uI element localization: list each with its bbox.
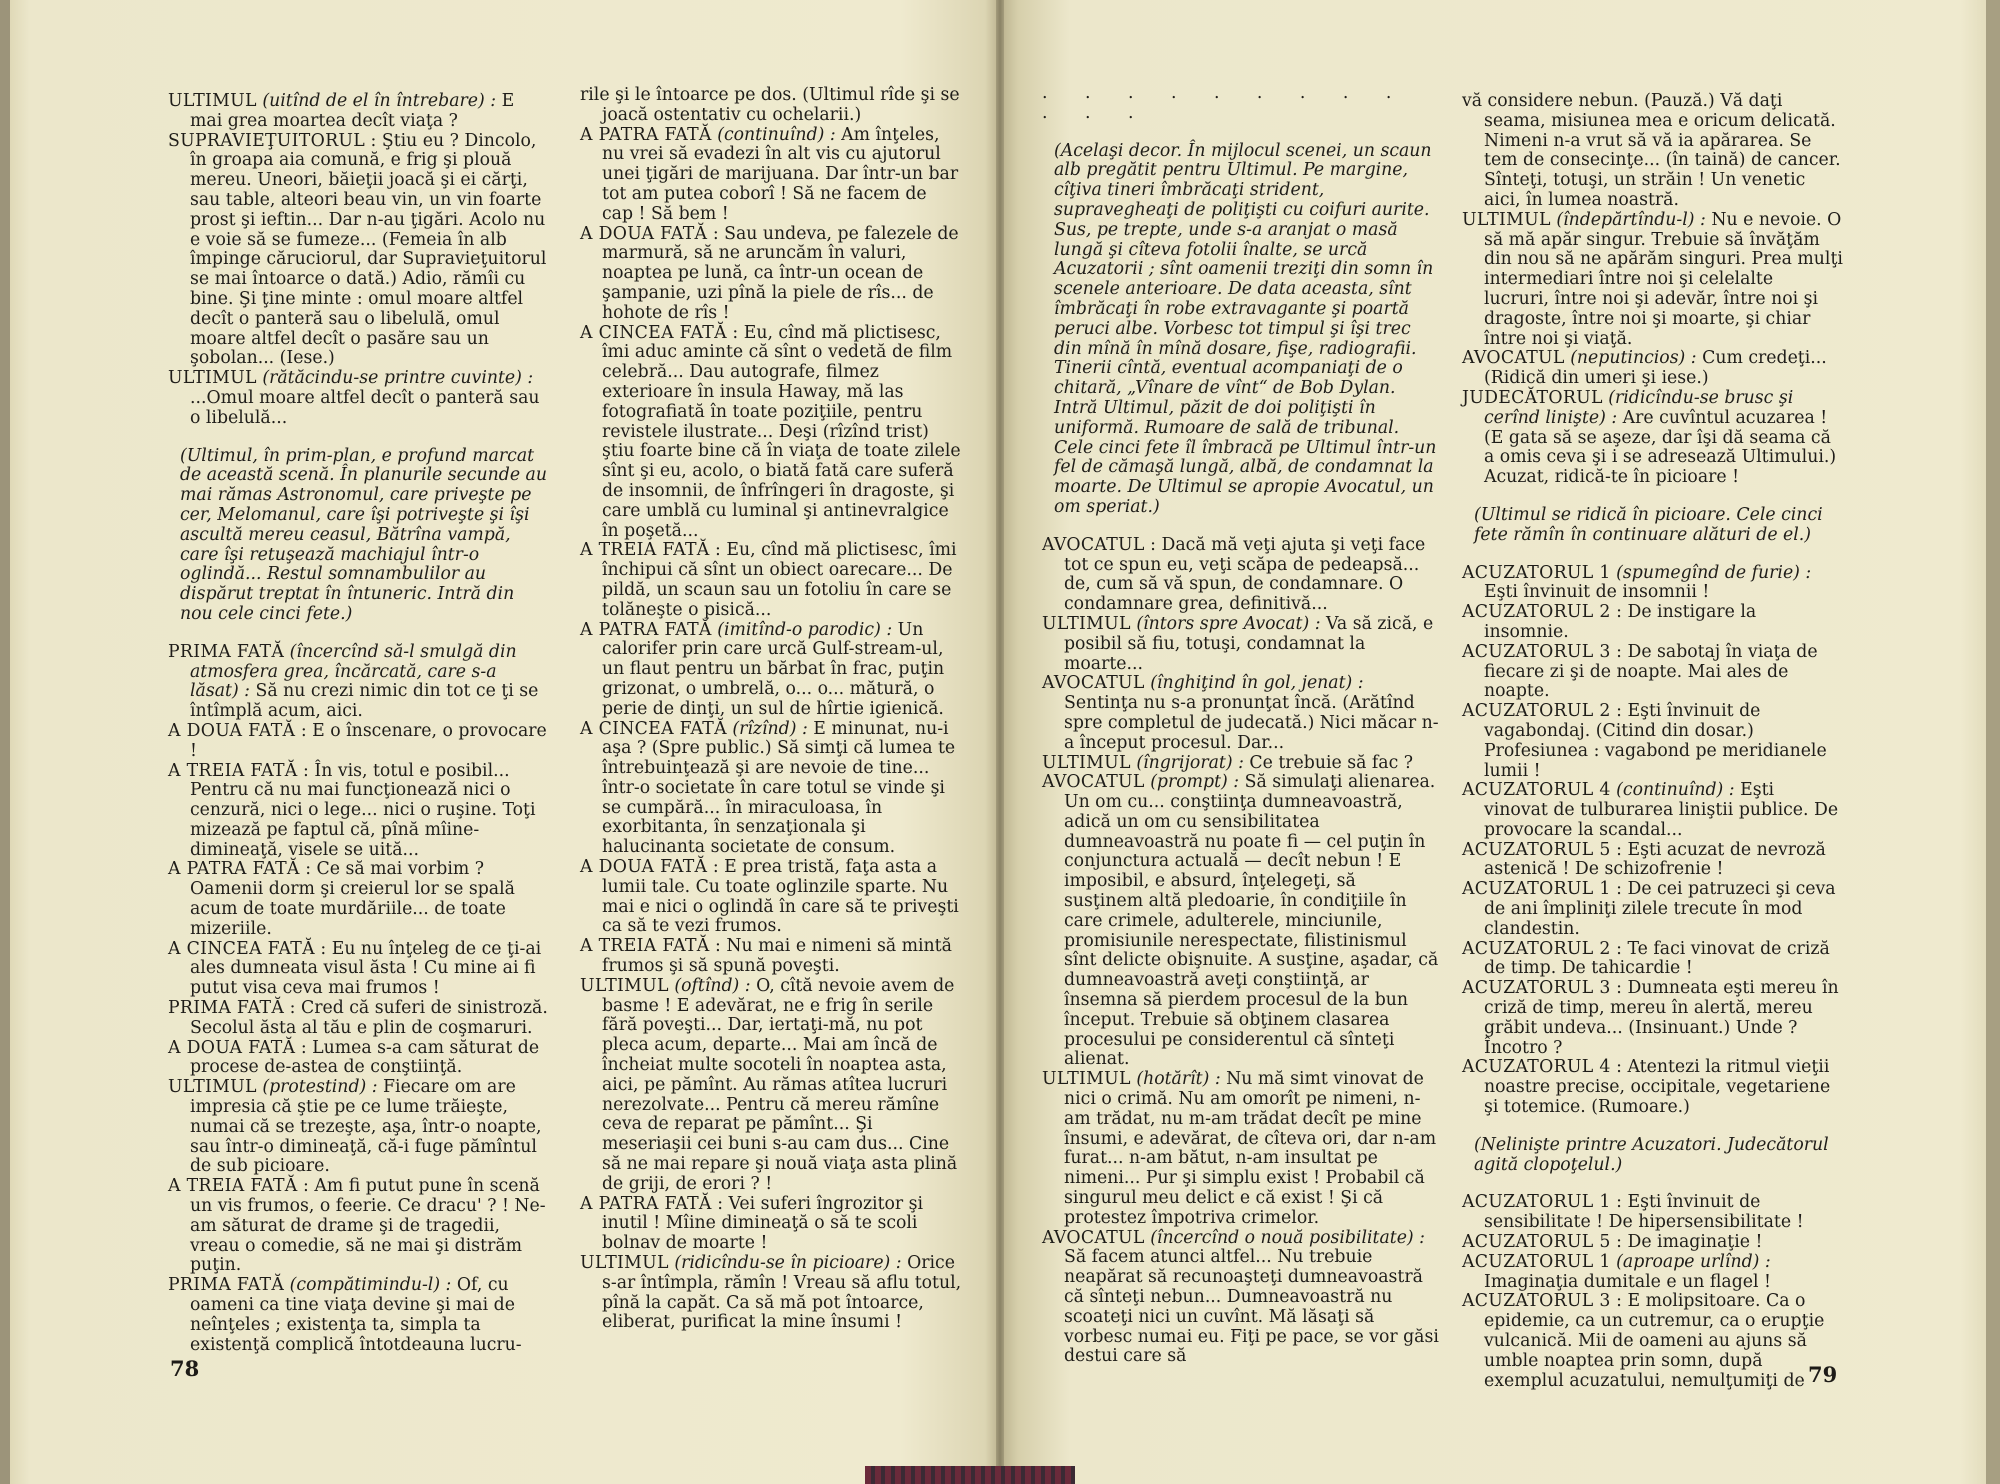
speaker-name: ACUZATORUL 2 [1462, 701, 1611, 722]
dialogue-paragraph [168, 132, 548, 370]
dialogue-text: : Am fi putut pune în scenă un vis frumos, o feerie. Ce dracu' ? ! Ne-am săturat de drame şi de tragedii, vreau o comedie, să ne mai şi distrăm puţin. [190, 1176, 546, 1276]
speaker-name: A PATRA FATĂ [580, 1193, 712, 1214]
dialogue-paragraph [580, 86, 963, 126]
book-spine [996, 0, 1004, 1484]
dialogue-paragraph [168, 1039, 548, 1079]
dialogue-text: Orice s-ar întîmpla, rămîn ! Vreau să aflu totul, pînă la capăt. Ca să mă pot întoarce, eliberat, purificat la mine însumi ! [602, 1253, 962, 1333]
left-column-2 [580, 86, 963, 1333]
speaker-name: A CINCEA FATĂ [580, 718, 727, 739]
dialogue-paragraph [1042, 754, 1440, 774]
dialogue-text: Sentinţa nu s-a pronunţat încă. (Arătînd spre completul de judecată.) Nici măcar n-a început procesul. Dar... [1064, 693, 1439, 753]
inline-direction: (hotărît) : [1136, 1069, 1221, 1090]
dialogue-paragraph [1462, 1058, 1843, 1117]
inline-direction: (ridicîndu-se în picioare) : [674, 1253, 902, 1274]
stage-direction: (Nelinişte printre Acuzatori. Judecătorul agită clopoţelul.) [1474, 1134, 1829, 1175]
dialogue-text: : Dumneata eşti mereu în criză de timp, mereu în alertă, mereu grăbit undeva... (Insinuant.) Unde ? Încotro ? [1484, 978, 1839, 1058]
dialogue-text: : Eşti acuzat de nevroză astenică ! De schizofrenie ! [1484, 839, 1826, 880]
dialogue-text: Am înţeles, nu vrei să evadezi în alt vis cu ajutorul unei ţigări de marijuana. Dar într-un bar tot am putea coborî ! Să ne facem de cap ! Să bem ! [602, 124, 959, 224]
dialogue-paragraph [1462, 603, 1843, 643]
ellipsis-separator: . . . . . . . . . . . . [1042, 83, 1408, 123]
dialogue-text: : Te faci vinovat de criză de timp. De tahicardie ! [1484, 938, 1830, 979]
dialogue-paragraph [1462, 211, 1843, 350]
speaker-name: A DOUA FATĂ [580, 857, 708, 878]
inline-direction: (spumegînd de furie) : [1616, 562, 1812, 583]
speaker-name: A PATRA FATĂ [580, 619, 712, 640]
dialogue-text: : Lumea s-a cam săturat de procese de-astea de conştiinţă. [190, 1037, 540, 1078]
dialogue-paragraph [580, 858, 963, 937]
dialogue-text: Eşti vinovat de tulburarea liniştii publice. De provocare la scandal... [1484, 780, 1839, 840]
dialogue-paragraph [168, 1078, 548, 1177]
dialogue-text: : Eu nu înţeleg de ce ţi-ai ales dumneata visul ăsta ! Cu mine ai fi putut visa ceva mai frumos ! [190, 938, 542, 999]
dialogue-paragraph [1462, 1292, 1843, 1391]
page-number-right: 79 [1808, 1362, 1838, 1387]
dialogue-paragraph [1462, 564, 1843, 604]
dialogue-paragraph [168, 92, 548, 132]
speaker-name: ACUZATORUL 5 [1462, 839, 1611, 860]
speaker-name: ULTIMUL [1462, 209, 1551, 230]
speaker-name: ACUZATORUL 1 [1462, 1251, 1611, 1272]
page-number-left: 78 [170, 1356, 200, 1381]
dialogue-text: : E molipsitoare. Ca o epidemie, ca un cutremur, ca o erupţie vulcanică. Mii de oameni au ajuns să umble noaptea prin somn, după exemplul acuzatului, nemulţumiţi de [1484, 1291, 1825, 1391]
dialogue-text: Eşti învinuit de insomnii ! [1484, 582, 1710, 603]
dialogue-text: : Ştiu eu ? Dincolo, în groapa aia comună, e frig şi plouă mereu. Uneori, băieţii joacă şi ei cărţi, sau table, alteori beau vin, un vin foarte prost şi ieftin... Dar n-au ţigări. Acolo nu e voie să se fumeze... (Femeia în alb împinge căruciorul, dar Supravieţuitorul se mai întoarce o dată.) Adio, rămîi cu bine. Şi ţine minte : omul moare altfel decît o panteră sau o libelulă, omul moare altfel decît o pasăre sau un şobolan... (Iese.) [190, 130, 547, 369]
dialogue-paragraph [580, 1195, 963, 1254]
speaker-name: ULTIMUL [1042, 752, 1131, 773]
dialogue-paragraph [168, 762, 548, 861]
speaker-name: A TREIA FATĂ [168, 760, 298, 781]
dialogue-text: vă considere nebun. (Pauză.) Vă daţi seama, misiunea mea e oricum delicată. Nimeni n-a vrut să vă ia apărarea. Se tem de consecinţe... (în taină) de cancer. Sînteţi, totuşi, un străin ! Un venetic aici, în lumea noastră. [1462, 91, 1841, 210]
right-page [1000, 0, 2000, 1484]
dialogue-paragraph [1462, 92, 1843, 211]
dialogue-text: : De instigare la insomnie. [1484, 602, 1757, 642]
inline-direction: (prompt) : [1150, 772, 1240, 793]
dialogue-paragraph [168, 1177, 548, 1276]
stage-direction: (Ultimul, în prim-plan, e profund marcat de această scenă. În planurile secunde au mai rămas Astronomul, care priveşte pe cer, Melomanul, care îşi potriveşte şi îşi ascultă mereu ceasul, Bătrîna vampă, care îşi retuşează machiajul într-o oglindă... Restul somnambulilor au dispărut treptat în întuneric. Intră din nou cele cinci fete.) [180, 445, 547, 624]
dialogue-paragraph [1462, 880, 1843, 939]
inline-direction: (continuînd) : [1616, 780, 1735, 801]
dialogue-paragraph [1042, 615, 1440, 674]
dialogue-paragraph [580, 225, 963, 324]
dialogue-text: Va să zică, e posibil să fiu, totuşi, condamnat la moarte... [1064, 613, 1434, 674]
speaker-name: ULTIMUL [168, 91, 257, 111]
stage-direction: (Ultimul se ridică în picioare. Cele cinci fete rămîn în continuare alături de el.) [1474, 504, 1823, 545]
speaker-name: ULTIMUL [1042, 613, 1131, 634]
dialogue-text: Să simulaţi alienarea. Un om cu... conştiinţa dumneavoastră, adică un om cu sensibilitatea dumneavoastră nu poate fi — cel puţin în conjunctura actuală — decît nebun ! E imposibil, e absurd, înţelegeţi, să susţinem altă pledoarie, în condiţiile în care crimele, adulterele, minciunile, promisiunile nerespectate, filistinismul sînt delicte obişnuite. A susţine, aşadar, că dumneavoastră aveţi conştiinţă, ar însemna să pierdem procesul de la bun început. Trebuie să obţinem clasarea procesului pe considerentul că sînteţi alienat. [1064, 772, 1439, 1070]
speaker-name: ULTIMUL [580, 1253, 669, 1274]
speaker-name: A DOUA FATĂ [168, 1037, 296, 1058]
speaker-name: A DOUA FATĂ [580, 223, 708, 244]
dialogue-paragraph [1042, 674, 1440, 753]
speaker-name: ACUZATORUL 4 [1462, 780, 1611, 801]
speaker-name: A CINCEA FATĂ [168, 938, 315, 959]
dialogue-text: Of, cu oameni ca tine viaţa devine şi mai de neînţeles ; existenţa ta, simpla ta existenţă complică întotdeauna lucru- [190, 1275, 522, 1355]
dialogue-text: : Dacă mă veţi ajuta şi veţi face tot ce spun eu, veţi scăpa de pedeapsă... de, cum să vă spun, de condamnare. O condamnare grea, definitivă... [1064, 534, 1426, 615]
dialogue-text: : Sau undeva, pe falezele de marmură, să ne aruncăm în valuri, noaptea pe lună, ca într-un ocean de şampanie, uzi pînă la piele de rîs... de hohote de rîs ! [602, 223, 959, 323]
speaker-name: JUDECĂTORUL [1462, 387, 1603, 408]
dialogue-paragraph [580, 324, 963, 542]
speaker-name: A DOUA FATĂ [168, 720, 296, 741]
dialogue-paragraph [1462, 781, 1843, 840]
speaker-name: ACUZATORUL 1 [1462, 879, 1611, 900]
speaker-name: ACUZATORUL 3 [1462, 641, 1611, 662]
speaker-name: AVOCATUL [1042, 772, 1145, 793]
speaker-name: ACUZATORUL 2 [1462, 602, 1611, 623]
dialogue-text: : E prea tristă, faţa asta a lumii tale. Cu toate oglinzile sparte. Nu mai e nici o oglindă în care să te priveşti ca să te vezi frumos. [602, 857, 959, 937]
dialogue-text: : Vei suferi îngrozitor şi inutil ! Mîine dimineaţă o să te scoli bolnav de moarte ! [602, 1193, 924, 1254]
speaker-name: AVOCATUL [1042, 673, 1145, 694]
dialogue-text: : Eu, cînd mă plictisesc, îmi închipui că sînt un obiect oarecare... De pildă, un scaun sau un fotoliu în care se tolăneşte o pisică... [602, 540, 957, 620]
inline-direction: (oftînd) : [674, 975, 751, 996]
headband [865, 1466, 1075, 1484]
dialogue-text: Are cuvîntul acuzarea ! (E gata să se aşeze, dar îşi dă seama că a omis ceva şi i se adresează Ultimului.) Acuzat, ridică-te în picioare ! [1484, 407, 1837, 488]
dialogue-text: : De cei patruzeci şi ceva de ani împliniţi zilele trecute în mod clandestin. [1484, 879, 1836, 939]
speaker-name: ULTIMUL [168, 368, 257, 389]
dialogue-paragraph [1462, 1253, 1843, 1293]
left-column-1 [168, 92, 548, 1355]
inline-direction: (îndepărtîndu-l) : [1556, 209, 1706, 230]
dialogue-paragraph [1462, 702, 1843, 781]
speaker-name: PRIMA FATĂ [168, 1275, 285, 1296]
dialogue-paragraph [168, 999, 548, 1039]
speaker-name: ACUZATORUL 3 [1462, 978, 1611, 999]
dialogue-paragraph [1462, 643, 1843, 702]
speaker-name: ULTIMUL [1042, 1069, 1131, 1090]
dialogue-text: : În vis, totul e posibil... Pentru că nu mai funcţionează nici o cenzură, nici o lege... nici o ruşine. Toţi mizează pe faptul că, pînă mîine-dimineaţă, visele se uită... [190, 760, 536, 860]
inline-direction: (ridicîndu-se brusc şi cerînd linişte) : [1484, 387, 1794, 428]
speaker-name: A TREIA FATĂ [580, 936, 710, 957]
dialogue-paragraph [580, 720, 963, 859]
dialogue-text: Nu e nevoie. O să mă apăr singur. Trebuie să învăţăm din nou să ne apărăm singuri. Prea mulţi intermediari între noi şi celelalte lucruri, între noi şi adevăr, între noi şi dragoste, între noi şi moarte, şi chiar între noi şi viaţă. [1484, 209, 1843, 349]
speaker-name: AVOCATUL [1042, 534, 1145, 555]
dialogue-paragraph [168, 860, 548, 939]
speaker-name: ACUZATORUL 1 [1462, 562, 1611, 583]
speaker-name: ULTIMUL [580, 975, 669, 996]
dialogue-paragraph [1042, 536, 1440, 615]
dialogue-text: O, cîtă nevoie avem de basme ! E adevărat, ne e frig în serile fără poveşti... Dar, iertaţi-mă, nu pot pleca acum, departe... Mai am încă de încheiat multe socoteli în noaptea asta, aici, pe pămînt. Au rămas atîtea lucruri nerezolvate... Pentru că mereu rămîne ceva de reparat pe pămînt... Şi meseriaşii cei buni s-au cam dus... Cine să ne mai repare şi nouă viaţa asta plină de griji, de erori ? ! [602, 975, 958, 1194]
speaker-name: ACUZATORUL 4 [1462, 1057, 1611, 1078]
inline-direction: (rătăcindu-se printre cuvinte) : [262, 368, 534, 389]
dialogue-paragraph [1462, 1193, 1843, 1233]
speaker-name: A CINCEA FATĂ [580, 322, 727, 343]
dialogue-paragraph [1462, 979, 1843, 1058]
dialogue-paragraph [1462, 1233, 1843, 1253]
dialogue-text: Nu mă simt vinovat de nici o crimă. Nu am omorît pe nimeni, n-am trădat, nu m-am trădat decît pe mine însumi, e adevărat, de cîteva ori, dar n-am furat... n-am bătut, n-am insultat pe nimeni... Pur şi simplu exist ! Probabil că singurul meu delict e că exist ! Şi că protestez împotriva crimelor. [1064, 1069, 1437, 1228]
speaker-name: A PATRA FATĂ [580, 124, 712, 145]
dialogue-text: : Eşti învinuit de vagabondaj. (Citind din dosar.) Profesiunea : vagabond pe meridianele lumii ! [1484, 701, 1827, 781]
stage-direction: (Acelaşi decor. În mijlocul scenei, un scaun alb pregătit pentru Ultimul. Pe margine, cîţiva tineri îmbrăcaţi strident, supravegheaţi de poliţişti cu coifuri aurite. Sus, pe trepte, unde s-a aranjat o masă lungă şi cîteva fotolii înalte, se urcă Acuzatorii ; sînt oamenii treziţi din somn în scenele anterioare. De data aceasta, sînt îmbrăcaţi în robe extravagante şi poartă peruci albe. Vorbesc tot timpul şi îşi trec din mînă în mînă dosare, fişe, radiografii. Tinerii cîntă, eventual acompaniaţi de o chitară, „Vînare de vînt“ de Bob Dylan. Intră Ultimul, păzit de doi poliţişti în uniformă. Rumoare de sală de tribunal. Cele cinci fete îl îmbracă pe Ultimul într-un fel de cămaşă lungă, albă, de condamnat la moarte. De Ultimul se apropie Avocatul, un om speriat.) [1054, 140, 1437, 517]
speaker-name: PRIMA FATĂ [168, 998, 285, 1019]
dialogue-text: rile şi le întoarce pe dos. (Ultimul rîde şi se joacă ostentativ cu ochelarii.) [580, 85, 960, 125]
dialogue-text: : Nu mai e nimeni să mintă frumos şi să spună poveşti. [602, 936, 952, 977]
inline-direction: (rîzînd) : [732, 718, 808, 739]
dialogue-paragraph [580, 126, 963, 225]
inline-direction: (continuînd) : [717, 124, 836, 145]
dialogue-paragraph [580, 1254, 963, 1333]
inline-direction: (imitînd-o parodic) : [717, 619, 893, 640]
dialogue-paragraph [580, 977, 963, 1195]
speaker-name: PRIMA FATĂ [168, 641, 285, 662]
dialogue-paragraph [168, 722, 548, 762]
dialogue-paragraph [580, 541, 963, 620]
speaker-name: AVOCATUL [1042, 1227, 1145, 1248]
dialogue-text: E mai grea moartea decît viaţa ? [190, 91, 515, 131]
speaker-name: SUPRAVIEŢUITORUL [168, 130, 366, 151]
right-column-1 [1042, 84, 1440, 1367]
dialogue-text: Să facem atunci altfel... Nu trebuie neapărat să recunoaşteţi dumneavoastră că sînteţi nebun... Dumneavoastră nu scoateţi nici un cuvînt. Mă lăsaţi să vorbesc numai eu. Fiţi pe pace, se vor găsi destui care să [1064, 1247, 1439, 1367]
dialogue-paragraph [1462, 940, 1843, 980]
dialogue-text: Să nu crezi nimic din tot ce ţi se întîmplă acum, aici. [190, 681, 539, 722]
speaker-name: ACUZATORUL 5 [1462, 1232, 1611, 1253]
dialogue-text: Fiecare om are impresia că ştie pe ce lume trăieşte, numai că se trezeşte, aşa, într-o noapte, sau într-o dimineaţă, că-i fuge pămîntul de sub picioare. [190, 1077, 542, 1177]
dialogue-text: : De sabotaj în viaţa de fiecare zi şi de noapte. Mai ales de noapte. [1484, 641, 1818, 702]
dialogue-paragraph [168, 369, 548, 428]
speaker-name: ACUZATORUL 1 [1462, 1192, 1611, 1213]
dialogue-paragraph [580, 621, 963, 720]
inline-direction: (înghiţind în gol, jenat) : [1150, 673, 1364, 694]
dialogue-text: : E o înscenare, o provocare ! [190, 720, 547, 761]
speaker-name: ACUZATORUL 3 [1462, 1291, 1611, 1312]
inline-direction: (neputincios) : [1570, 348, 1697, 369]
inline-direction: (compătimindu-l) : [289, 1275, 452, 1296]
speaker-name: ACUZATORUL 2 [1462, 938, 1611, 959]
dialogue-text: : De imaginaţie ! [1610, 1232, 1763, 1253]
dialogue-text: Un calorifer prin care urcă Gulf-stream-ul, un flaut pentru un bărbat în frac, puţin grizonat, o umbrelă, o... o... mătură, o perie de dinţi, un sul de hîrtie igienică. [602, 619, 945, 719]
dialogue-text: : Eu, cînd mă plictisesc, îmi aduc aminte că sînt o vedetă de film celebră... Dau autografe, filmez exterioare în insula Haway, mă las fotografiată în toate poziţiile, pentru revistele ilustrate... Deşi (rîzînd trist) ştiu foarte bine că în viaţa de toate zilele sînt şi eu, acolo, o biată fată care suferă de insomnii, de înfrîngeri în dragoste, şi care umblă cu luminal şi antinevralgice în poşetă... [602, 322, 961, 541]
speaker-name: A TREIA FATĂ [168, 1176, 298, 1197]
dialogue-paragraph [580, 937, 963, 977]
dialogue-text: : Ce să mai vorbim ? Oamenii dorm şi creierul lor se spală acum de toate murdăriile... de toate mizeriile. [190, 859, 515, 939]
speaker-name: A PATRA FATĂ [168, 859, 300, 880]
inline-direction: (uitînd de el în întrebare) : [262, 91, 497, 111]
left-book-edge [0, 0, 10, 1484]
dialogue-text: E minunat, nu-i aşa ? (Spre public.) Să simţi că lumea te întrebuinţează şi are nevoie de tine... într-o societate în care totul se vinde şi se cumpără... în miraculoasa, în exorbitanta, în senzaţionala şi halucinanta societate de consum. [602, 718, 956, 858]
inline-direction: (aproape urlînd) : [1616, 1251, 1771, 1272]
inline-direction: (întors spre Avocat) : [1136, 613, 1321, 634]
dialogue-text: : Cred că suferi de sinistroză. Secolul ăsta al tău e plin de coşmaruri. [190, 998, 548, 1038]
right-column-2 [1462, 92, 1843, 1391]
dialogue-text: ...Omul moare altfel decît o panteră sau o libelulă... [190, 387, 540, 428]
inline-direction: (îngrijorat) : [1136, 752, 1244, 773]
inline-direction: (protestind) : [262, 1077, 378, 1098]
speaker-name: AVOCATUL [1462, 348, 1565, 369]
dialogue-text: Ce trebuie să fac ? [1243, 752, 1414, 773]
right-book-edge [1986, 0, 2000, 1484]
dialogue-text: : Eşti învinuit de sensibilitate ! De hipersensibilitate ! [1484, 1192, 1804, 1233]
speaker-name: ULTIMUL [168, 1077, 257, 1098]
dialogue-text: Cum credeţi... (Ridică din umeri şi iese.) [1484, 348, 1827, 389]
dialogue-paragraph [168, 1276, 548, 1355]
dialogue-paragraph [1462, 841, 1843, 881]
dialogue-text: Imaginaţia dumitale e un flagel ! [1484, 1271, 1771, 1292]
speaker-name: A TREIA FATĂ [580, 540, 710, 561]
dialogue-paragraph [1042, 1070, 1440, 1228]
dialogue-paragraph [1042, 773, 1440, 1070]
dialogue-paragraph [1042, 1229, 1440, 1368]
dialogue-paragraph [1462, 389, 1843, 488]
dialogue-text: : Atentezi la ritmul vieţii noastre precise, occipitale, vegetariene şi totemice. (Rumoare.) [1484, 1057, 1831, 1118]
inline-direction: (încercînd să-l smulgă din atmosfera grea, încărcată, care s-a lăsat) : [190, 641, 517, 702]
dialogue-paragraph [168, 643, 548, 722]
dialogue-paragraph [1462, 349, 1843, 389]
dialogue-paragraph [168, 940, 548, 999]
inline-direction: (încercînd o nouă posibilitate) : [1150, 1227, 1425, 1248]
